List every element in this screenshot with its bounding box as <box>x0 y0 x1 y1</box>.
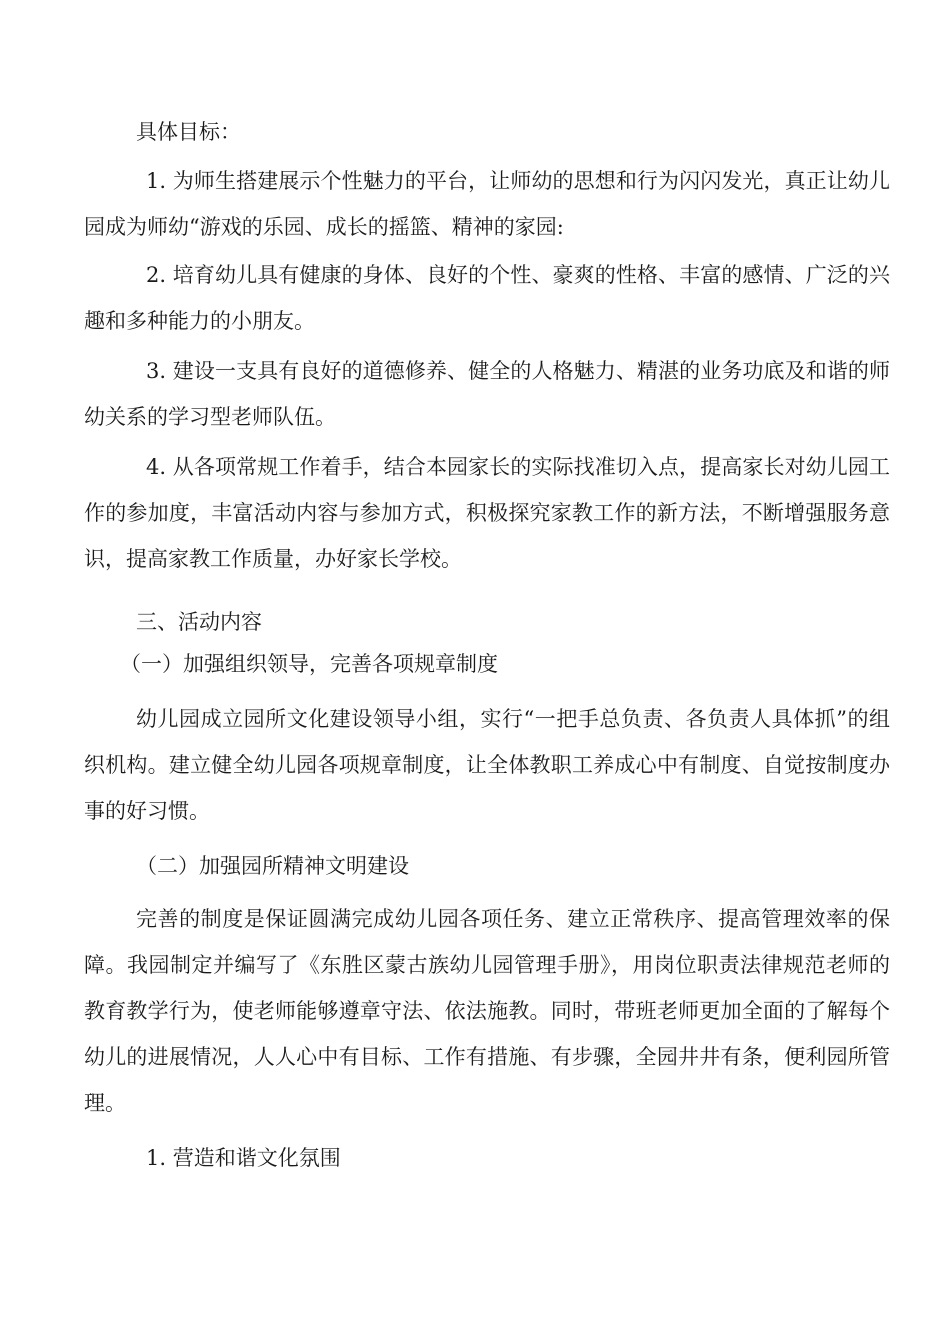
goal-2-paragraph: 2. 培育幼儿具有健康的身体、良好的个性、豪爽的性格、丰富的感情、广泛的兴趣和多种能力的小朋友。 <box>84 263 890 333</box>
item-1-heading: 1. 营造和谐文化氛围 <box>146 1146 341 1170</box>
goals-label: 具体目标： <box>136 120 241 144</box>
goal-4-paragraph: 4. 从各项常规工作着手，结合本园家长的实际找准切入点，提高家长对幼儿园工作的参加度，丰富活动内容与参加方式，积极探究家教工作的新方法，不断增强服务意识，提高家教工作质量，办好家长学校。 <box>84 455 890 571</box>
subsection-2-paragraph: 完善的制度是保证圆满完成幼儿园各项任务、建立正常秩序、提高管理效率的保障。我园制定并编写了《东胜区蒙古族幼儿园管理手册》，用岗位职责法律规范老师的教育教学行为，使老师能够遵章守法、依法施教。同时，带班老师更加全面的了解每个幼儿的进展情况，人人心中有目标、工作有措施、有步骤，全园井井有条，便利园所管理。 <box>84 907 890 1115</box>
goal-3-paragraph: 3. 建设一支具有良好的道德修养、健全的人格魅力、精湛的业务功底及和谐的师幼关系的学习型老师队伍。 <box>84 359 890 429</box>
section-3-heading: 三、活动内容 <box>136 610 262 634</box>
subsection-1-heading: （一）加强组织领导，完善各项规章制度 <box>120 652 498 676</box>
subsection-2-heading: （二）加强园所精神文明建设 <box>136 854 409 878</box>
subsection-1-paragraph: 幼儿园成立园所文化建设领导小组，实行“一把手总负责、各负责人具体抓”的组织机构。建立健全幼儿园各项规章制度，让全体教职工养成心中有制度、自觉按制度办事的好习惯。 <box>84 707 890 823</box>
goal-1-paragraph: 1. 为师生搭建展示个性魅力的平台，让师幼的思想和行为闪闪发光，真正让幼儿园成为师幼“游戏的乐园、成长的摇篮、精神的家园: <box>84 169 890 239</box>
